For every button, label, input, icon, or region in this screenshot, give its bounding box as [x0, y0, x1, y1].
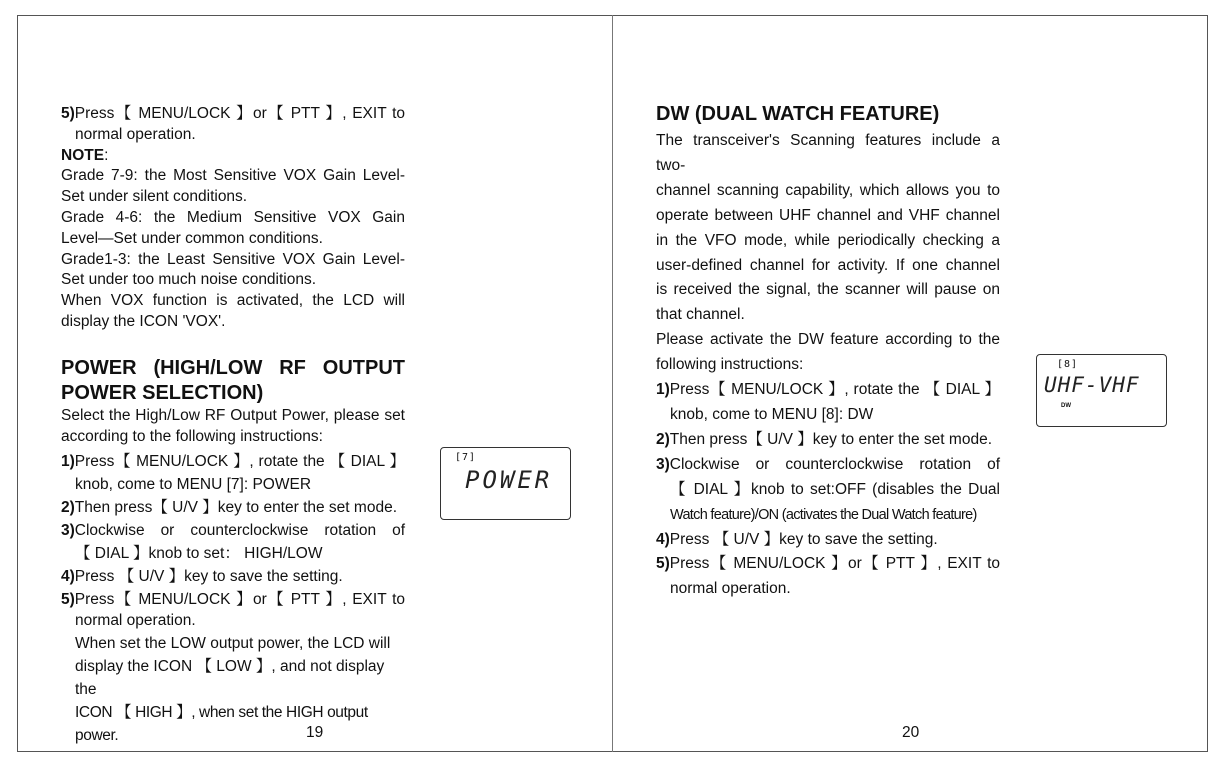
power-step5-cont: normal operation. — [75, 612, 196, 630]
dw-step1-cont: knob, come to MENU [8]: DW — [670, 405, 874, 423]
lcd-power-display — [440, 447, 571, 520]
step-number: 3) — [61, 522, 75, 540]
dw-step5 — [656, 552, 1000, 577]
grade13a: Grade1-3: the Least Sensitive VOX Gain Level- — [61, 250, 405, 268]
step-number: 4) — [61, 568, 75, 586]
lcd-dw-icon: DW — [1061, 403, 1071, 409]
step-text: Clockwise or counterclockwise rotation of — [74, 522, 405, 540]
left-page-text — [61, 104, 405, 747]
dw-step3 — [656, 453, 1000, 478]
dw-p3: operate between UHF channel and VHF channel — [656, 206, 1000, 224]
power-step2 — [61, 496, 405, 519]
power-step3-cont: 【 DIAL 】knob to set： HIGH/LOW — [75, 545, 323, 563]
lcd-dw-display — [1036, 354, 1167, 427]
grade79b: Set under silent conditions. — [61, 188, 248, 206]
step-text: Then press【 U/V 】key to enter the set mode. — [74, 499, 397, 517]
dw-heading: DW (DUAL WATCH FEATURE) — [656, 103, 940, 125]
step-number: 5) — [61, 591, 75, 609]
step-text: Press【 MENU/LOCK 】or【 PTT 】, EXIT to — [669, 555, 1000, 573]
grade46a: Grade 4-6: the Medium Sensitive VOX Gain — [61, 208, 405, 226]
step-text: Then press【 U/V 】key to enter the set mode. — [669, 430, 992, 448]
note-label: NOTE: — [61, 146, 109, 164]
step-text: Press 【 U/V 】key to save the setting. — [669, 530, 938, 548]
power-intro1: Select the High/Low RF Output Power, please set — [61, 406, 405, 424]
dw-p1: The transceiver's Scanning features include a two- — [656, 132, 1000, 174]
grade46b: Level—Set under common conditions. — [61, 229, 323, 247]
step-number: 2) — [61, 499, 75, 517]
power-step1-cont: knob, come to MENU [7]: POWER — [75, 476, 312, 494]
power-intro2: according to the following instructions: — [61, 427, 323, 445]
dw-step3-cont2: Watch feature)/ON (activates the Dual Watch feature) — [670, 506, 977, 523]
grade13b: Set under too much noise conditions. — [61, 271, 317, 289]
step-text: Clockwise or counterclockwise rotation of — [669, 455, 1000, 473]
lcd-text: POWER — [465, 466, 553, 494]
step-text: Press【 MENU/LOCK 】, rotate the 【 DIAL 】 — [669, 381, 1000, 399]
dw-step2 — [656, 428, 1000, 453]
grade79a: Grade 7-9: the Most Sensitive VOX Gain Level- — [61, 167, 405, 185]
left-step5-cont: normal operation. — [75, 125, 196, 143]
power-step3 — [61, 519, 405, 542]
step-text: Press【 MENU/LOCK 】, rotate the 【 DIAL 】 — [74, 453, 405, 471]
step-number: 2) — [656, 430, 670, 448]
lcd-channel: [8] — [1057, 359, 1079, 370]
dw-step5-cont: normal operation. — [670, 580, 791, 598]
step-number: 1) — [656, 381, 670, 399]
step-number: 4) — [656, 530, 670, 548]
page-divider — [612, 15, 613, 752]
lcd-text: UHF-VHF — [1044, 373, 1140, 397]
dw-step1 — [656, 378, 1000, 403]
low-line2: display the ICON 【 LOW 】, and not display the — [75, 658, 385, 699]
dw-step3-cont: 【 DIAL 】knob to set:OFF (disables the Dual — [670, 480, 1000, 498]
power-heading-line2: POWER SELECTION) — [61, 381, 264, 404]
step-text: Press【 MENU/LOCK 】or【 PTT 】, EXIT to — [74, 105, 405, 122]
page-number-right: 20 — [902, 724, 920, 741]
dw-p4: in the VFO mode, while periodically checking a — [656, 231, 1000, 249]
dw-p6: is received the signal, the scanner will pause on — [656, 281, 1000, 299]
dw-p2: channel scanning capability, which allows you to — [656, 181, 1000, 199]
right-page-text — [656, 102, 1000, 602]
step-number: 1) — [61, 453, 75, 471]
vox-line2: display the ICON 'VOX'. — [61, 312, 226, 330]
step-number: 3) — [656, 455, 670, 473]
dw-step4 — [656, 528, 1000, 553]
low-line1: When set the LOW output power, the LCD will — [75, 635, 391, 653]
left-step5-line — [61, 104, 405, 125]
dw-p9: following instructions: — [656, 356, 804, 374]
step-number: 5) — [656, 555, 670, 573]
lcd-channel: [7] — [455, 452, 477, 463]
step-number: 5) — [61, 105, 75, 122]
power-step1 — [61, 450, 405, 473]
step-text: Press 【 U/V 】key to save the setting. — [74, 568, 343, 586]
dw-p7: that channel. — [656, 306, 745, 324]
page-number-left: 19 — [306, 724, 324, 741]
low-line3: ICON 【 HIGH 】, when set the HIGH output power. — [75, 704, 368, 745]
power-step4 — [61, 565, 405, 588]
dw-p5: user-defined channel for activity. If one channel — [656, 256, 1000, 274]
step-text: Press【 MENU/LOCK 】or【 PTT 】, EXIT to — [74, 591, 405, 609]
power-heading-line1: POWER (HIGH/LOW RF OUTPUT — [61, 356, 405, 379]
vox-line1: When VOX function is activated, the LCD will — [61, 292, 405, 310]
power-step5 — [61, 588, 405, 611]
dw-p8: Please activate the DW feature according to the — [656, 331, 1000, 349]
